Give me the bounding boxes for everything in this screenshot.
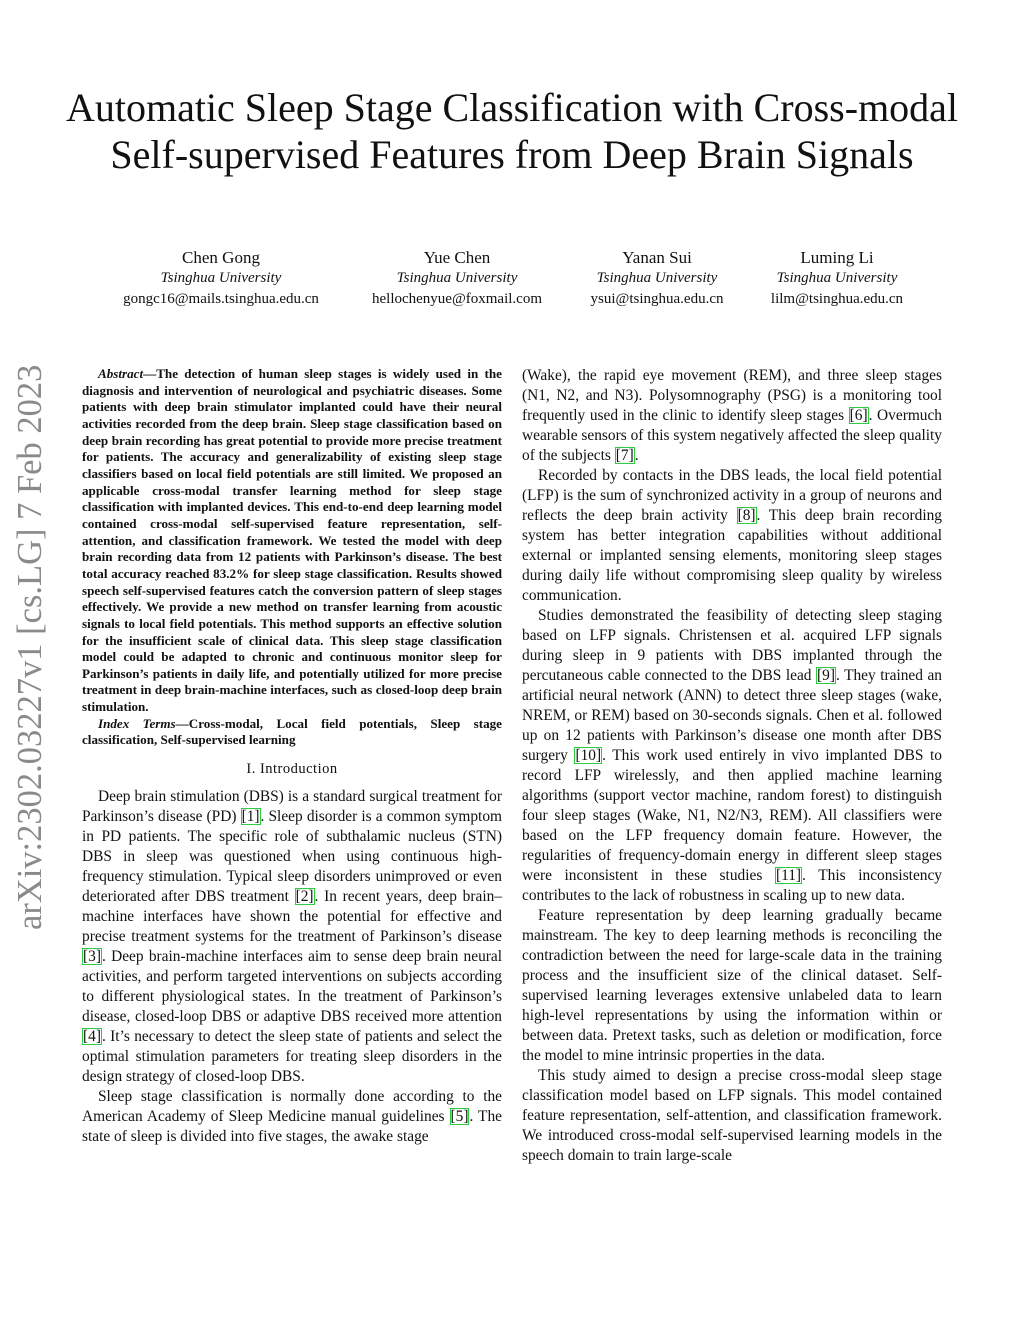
paragraph-text: . Deep brain-machine interfaces aim to sense deep brain neural activities, and perform targeted interventions on subjects according to different physiological states. In the treatment of Parkinson’s disease, closed-loop DBS or adaptive DBS received more attention: [82, 948, 502, 1026]
paragraph-text: Feature representation by deep learning gradually became mainstream. The key to deep learning methods is reconciling the contradiction between the need for large-scale data in the training process and the insufficient size of the clinical dataset. Self-supervised learning leverages extensive unlabeled data to learn high-level representations by using the information within or between data. Pretext tasks, such as deletion or modification, force the model to mine intrinsic properties in the data.: [522, 907, 942, 1064]
paragraph: [82, 787, 502, 1087]
author-block: [372, 247, 542, 310]
paragraph: [522, 906, 942, 1066]
paragraph-text: . In recent years, deep brain–machine interfaces have shown the potential for effective and precise treatment systems for the treatment of Parkinson’s disease: [82, 888, 502, 946]
left-column: [82, 366, 502, 1147]
citation-link[interactable]: [3]: [83, 948, 101, 966]
paragraph-text: . It’s necessary to detect the sleep state of patients and select the optimal stimulation parameters for treating sleep disorders in the design strategy of closed-loop DBS.: [82, 1028, 502, 1086]
author-email[interactable]: hellochenyue@foxmail.com: [371, 291, 543, 307]
paragraph-text: . They trained an artificial neural network (ANN) to detect three sleep stages (wake, NREM, or REM) based on 30-seconds signals. Chen et al. followed up on 12 patients with Parkinson’s disease one month after DBS surgery: [522, 667, 942, 764]
paragraph: [82, 1087, 502, 1147]
citation-link[interactable]: [9]: [817, 667, 835, 684]
paragraph-text: Studies demonstrated the feasibility of detecting sleep staging based on LFP signals. Christensen et al. acquired LFP signals during sleep in 9 patients with DBS implanted through the percutaneous cable connected to the DBS lead: [522, 607, 942, 684]
paragraph: [522, 366, 942, 466]
author-affiliation: Tsinghua University: [596, 270, 718, 286]
author-affiliation: Tsinghua University: [160, 270, 282, 286]
citation-link[interactable]: [6]: [849, 407, 868, 424]
paragraph-text: . This work used entirely in vivo implanted DBS to record LFP wirelessly, and then applied machine learning algorithms (support vector machine, random forest) to distinguish four sleep stages (Wake, N1, N2/N3, REM). All classifiers were based on the LFP frequency domain feature. However, the regularities of frequency-domain energy in different sleep stages were inconsistent in these studies: [522, 747, 942, 884]
paragraph-text: . The state of sleep is divided into five stages, the awake stage: [82, 1108, 502, 1146]
citation-link[interactable]: [11]: [775, 867, 802, 884]
author-email[interactable]: gongc16@mails.tsinghua.edu.cn: [123, 291, 319, 307]
author-affiliation: Tsinghua University: [776, 270, 898, 286]
paragraph-text: This study aimed to design a precise cross-modal sleep stage classification model based on LFP signals. This model contained feature representation, self-attention, and classification framework. We introduced cross-modal self-supervised learning models in the speech domain to train large-scale: [522, 1067, 942, 1164]
paragraph-text: . This inconsistency contributes to the lack of robustness in scaling up to new data.: [522, 867, 943, 904]
author-email[interactable]: ysui@tsinghua.edu.cn: [590, 291, 724, 307]
abstract-lead: Abstract: [98, 366, 144, 381]
paragraph-text: . Sleep disorder is a common symptom in PD patients. The specific role of subthalamic nucleus (STN) DBS in sleep was questioned when using continuous high-frequency stimulation. Typical sleep disorders unimproved or even deteriorated after DBS treatment: [82, 808, 502, 906]
index-terms-lead: Index Terms: [98, 715, 176, 731]
index-terms: [82, 716, 502, 749]
author-block: [123, 247, 319, 310]
paragraph-text: Recorded by contacts in the DBS leads, the local field potential (LFP) is the sum of synchronized activity in a group of neurons and reflects the deep brain activity: [522, 467, 942, 524]
citation-link[interactable]: [2]: [295, 888, 314, 906]
abstract: [82, 366, 502, 716]
paragraph-text: .: [634, 447, 639, 464]
paragraph-text: . Overmuch wearable sensors of this system negatively affected the sleep quality of the subjects: [522, 407, 943, 464]
paper-title: Automatic Sleep Stage Classification with Cross-modal Self-supervised Features from Deep Brain Signals: [65, 85, 959, 177]
section-heading: I. Introduction: [246, 761, 338, 778]
citation-link[interactable]: [7]: [615, 447, 634, 464]
paragraph: [522, 1066, 942, 1166]
citation-link[interactable]: [4]: [83, 1028, 101, 1046]
author-affiliation: Tsinghua University: [396, 270, 518, 286]
paragraph-text: Deep brain stimulation (DBS) is a standard surgical treatment for Parkinson’s disease (PD): [82, 788, 502, 826]
author-name: Luming Li: [800, 248, 874, 267]
author-email[interactable]: lilm@tsinghua.edu.cn: [770, 291, 904, 307]
author-block: [771, 247, 903, 310]
paragraph-text: . This deep brain recording system has better integration capabilities without additional external or implanted sensing elements, monitoring sleep stages during daily life without compromising sleep quality by wireless communication.: [522, 507, 942, 604]
right-column: [522, 366, 942, 1166]
paragraph-text: Sleep stage classification is normally done according to the American Academy of Sleep Medicine manual guidelines: [82, 1088, 502, 1126]
abstract-text: —The detection of human sleep stages is widely used in the diagnosis and intervention of neurological and psychiatric diseases. Some patients with deep brain stimulator implanted could have their neural activities recorded from the deep brain. Sleep stage classification based on deep brain recording has great potential to provide more precise treatment for patients. The accuracy and generalizability of existing sleep stage classifiers based on local field potentials are still limited. We proposed an applicable cross-modal transfer learning method for sleep stage classification with implanted devices. This end-to-end deep learning model contained cross-modal self-supervised feature representation, self-attention, and classification framework. We tested the model with deep brain recording data from 12 patients with Parkinson’s disease. The best total accuracy reached 83.2% for sleep stage classification. Results showed speech self-supervised features catch the conversion pattern of sleep stages effectively. We provide a new method on transfer learning from acoustic signals to local field potentials. This method supports an effective solution for the insufficient scale of clinical data. This sleep stage classification model could be adapted to chronic and continuous monitor sleep for Parkinson’s patients in daily life, and potentially utilized for more precise treatment in deep brain-machine interfaces, such as closed-loop deep brain stimulation.: [82, 366, 502, 715]
paragraph-text: (Wake), the rapid eye movement (REM), and three sleep stages (N1, N2, and N3). Polysomnography (PSG) is a monitoring tool frequently used in the clinic to identify sleep stages: [522, 367, 942, 424]
author-name: Yanan Sui: [622, 248, 692, 267]
author-name: Chen Gong: [182, 248, 260, 267]
citation-link[interactable]: [10]: [575, 747, 602, 764]
author-name: Yue Chen: [423, 248, 491, 267]
arxiv-identifier: arXiv:2302.03227v1 [cs.LG] 7 Feb 2023: [11, 364, 49, 930]
index-terms-text: —Cross-modal, Local field potentials, Sleep stage classification, Self-supervised learning: [82, 715, 502, 748]
citation-link[interactable]: [8]: [737, 507, 756, 524]
author-block: [591, 247, 724, 310]
citation-link[interactable]: [5]: [450, 1108, 469, 1126]
citation-link[interactable]: [1]: [241, 808, 260, 826]
paragraph: [522, 466, 942, 606]
paragraph: [522, 606, 942, 906]
